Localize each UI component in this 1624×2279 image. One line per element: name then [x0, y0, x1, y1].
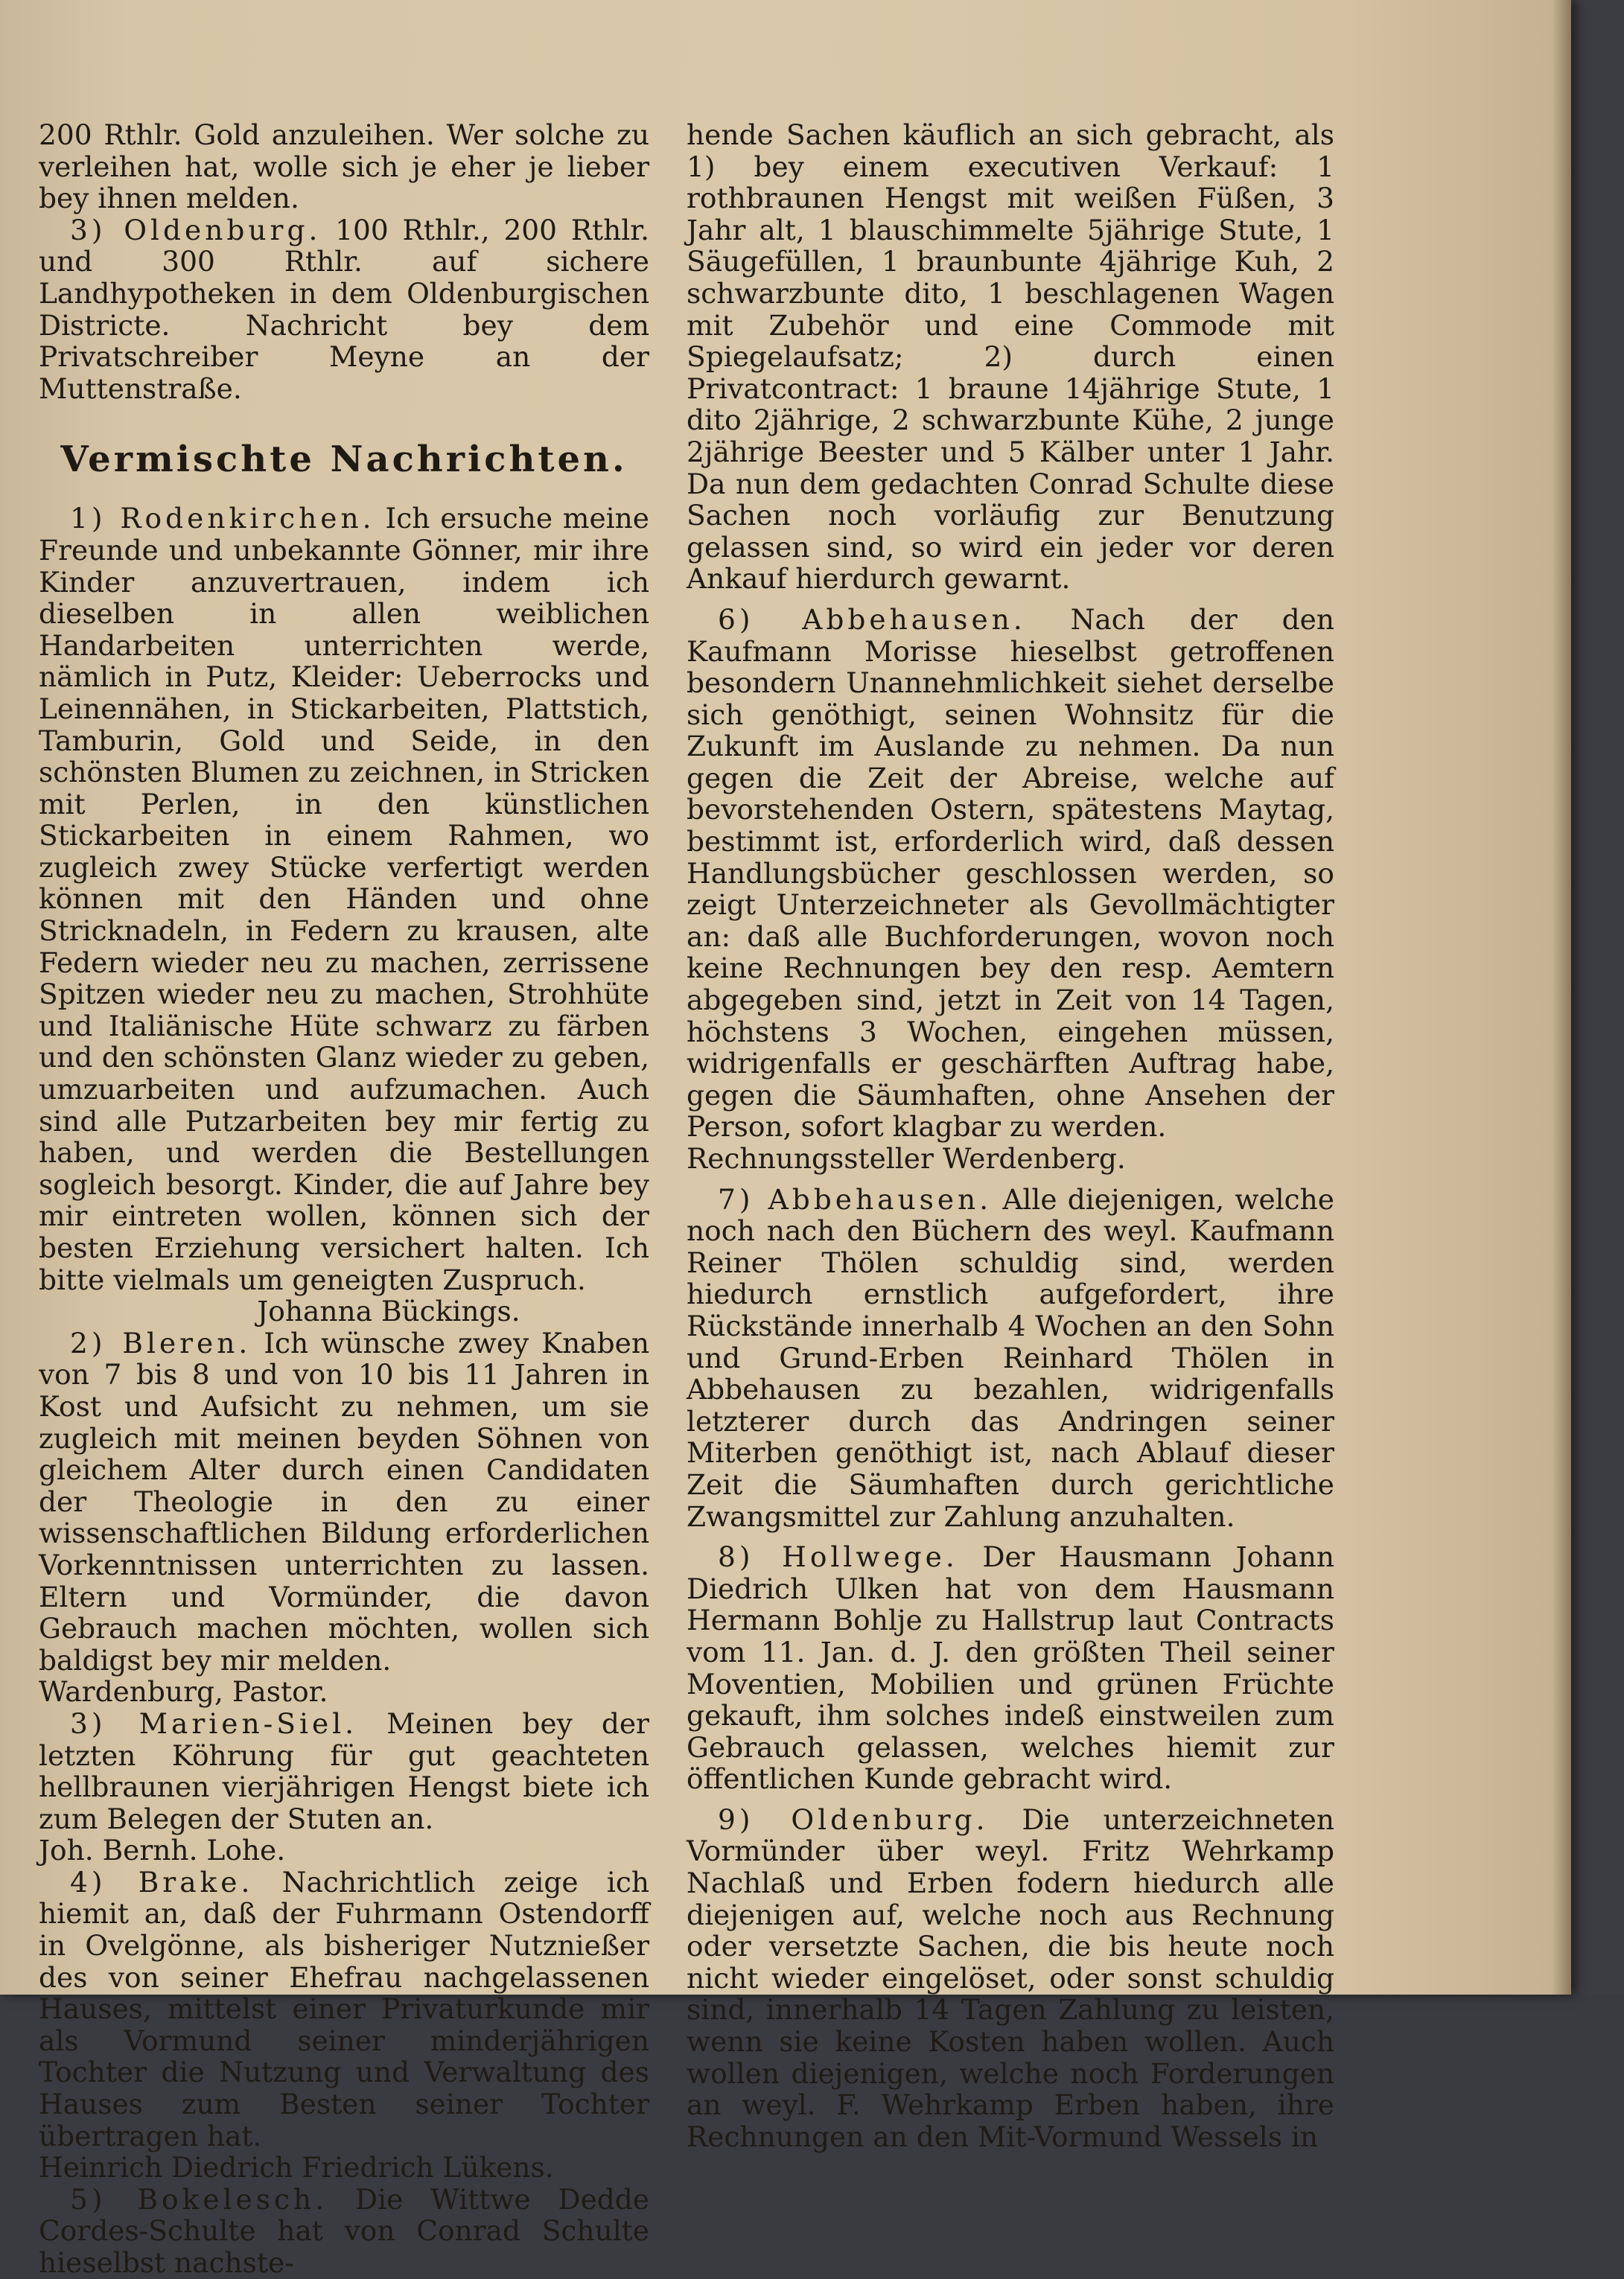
notice-hollwege	[687, 1541, 1334, 1795]
notice-oldenburg-loan	[39, 214, 649, 405]
notice-marien-siel	[39, 1708, 649, 1835]
place-name: 5) Bokelesch.	[70, 2182, 328, 2216]
notice-text: Alle diejenigen, welche noch nach den Büchern des weyl. Kaufmann Reiner Thölen schuldig sind, werden hiedurch ernstlich aufgefordert, ihre Rückstände innerhalb 4 Wochen an den Sohn und Grund-Erben Reinhard Thölen in Abbehausen zu bezahlen, widrigenfalls letzterer durch das Andringen seiner Miterben genöthigt ist, nach Ablauf dieser Zeit die Säumhaften durch gerichtliche Zwangsmittel zur Zahlung anzuhalten.	[687, 1182, 1334, 1533]
notice-text: Ich wünsche zwey Knaben von 7 bis 8 und von 10 bis 11 Jahren in Kost und Aufsicht zu nehmen, um sie zugleich mit meinen beyden Söhnen von gleichem Alter durch einen Candidaten der Theologie in den zu einer wissenschaftlichen Bildung erforderlichen Vorkenntnissen unterrichten zu lassen. Eltern und Vormünder, die davon Gebrauch machen möchten, wollen sich baldigst bey mir melden.	[39, 1326, 650, 1677]
section-heading: Vermischte Nachrichten.	[60, 439, 628, 481]
signature: Rechnungssteller Werdenberg.	[687, 1142, 1126, 1175]
left-column	[39, 119, 649, 2279]
place-name: 8) Hollwege.	[718, 1540, 958, 1574]
notice-text: Meinen bey der letzten Köhrung für gut geachteten hellbraunen vierjährigen Hengst biete ich zum Belegen der Stuten an.	[39, 1706, 649, 1835]
notice-oldenburg-guardians	[687, 1804, 1334, 2153]
notice-text: Die Wittwe Dedde Cordes-Schulte hat von Conrad Schulte hieselbst nachste-	[39, 2182, 649, 2279]
notice-abbehausen-1	[687, 604, 1334, 1143]
notice-continuation: 200 Rthlr. Gold anzuleihen. Wer solche zu verleihen hat, wolle sich je eher je lieber bey ihnen melden.	[39, 118, 649, 215]
place-name: 1) Rodenkirchen.	[70, 502, 375, 535]
notice-text: Nach der den Kaufmann Morisse hieselbst getroffenen besondern Unannehmlichkeit siehet derselbe sich genöthigt, seinen Wohnsitz für die Zukunft im Auslande zu nehmen. Da nun gegen die Zeit der Abreise, welche auf bevorstehenden Ostern, spätestens Maytag, bestimmt ist, erforderlich wird, daß dessen Handlungsbücher geschlossen werden, so zeigt Unterzeichneter als Gevollmächtigter an: daß alle Buchforderungen, wovon noch keine Rechnungen bey den resp. Aemtern abgegeben sind, jetzt in Zeit von 14 Tagen, höchstens 3 Wochen, eingehen müssen, widrigenfalls er geschärften Auftrag habe, gegen die Säumhaften, ohne Ansehen der Person, sofort klagbar zu werden.	[687, 602, 1334, 1144]
notice-abbehausen-2	[687, 1184, 1334, 1533]
signature: Johanna Bückings.	[257, 1295, 520, 1328]
notice-bokelesch	[39, 2184, 649, 2279]
place-name: 2) Bleren.	[70, 1326, 252, 1360]
place-name: 6) Abbehausen.	[718, 602, 1026, 636]
notice-text: Nachrichtlich zeige ich hiemit an, daß der Fuhrmann Ostendorff in Ovelgönne, als bisheriger Nutznießer des von seiner Ehefrau nachgelassenen Hauses, mittelst einer Privaturkunde mir als Vormund seiner minderjährigen Tochter die Nutzung und Verwaltung des Hauses zum Besten seiner Tochter übertragen hat.	[39, 1865, 649, 2152]
signature: Heinrich Diedrich Friedrich Lükens.	[39, 2151, 554, 2184]
notice-bokelesch-continued: hende Sachen käuflich an sich gebracht, als 1) bey einem executiven Verkauf: 1 rothbraunen Hengst mit weißen Füßen, 3 Jahr alt, 1 blauschimmelte 5jährige Stute, 1 Säugefüllen, 1 braunbunte 4jährige Kuh, 2 schwarzbunte dito, 1 beschlagenen Wagen mit Zubehör und eine Commode mit Spiegelaufsatz; 2) durch einen Privatcontract: 1 braune 14jährige Stute, 1 dito 2jährige, 2 schwarzbunte Kühe, 2 junge 2jährige Beester und 5 Kälber unter 1 Jahr. Da nun dem gedachten Conrad Schulte diese Sachen noch vorläufig zur Benutzung gelassen sind, so wird ein jeder vor deren Ankauf hierdurch gewarnt.	[687, 118, 1334, 596]
place-name: 7) Abbehausen.	[718, 1182, 993, 1216]
notice-rodenkirchen	[39, 503, 649, 1295]
notice-text: Die unterzeichneten Vormünder über weyl. Fritz Wehrkamp Nachlaß und Erben fodern hiedurch alle diejenigen auf, welche noch aus Rechnung oder versetzte Sachen, die bis heute noch nicht wieder eingelöset, oder sonst schuldig sind, innerhalb 14 Tagen Zahlung zu leisten, wenn sie keine Kosten haben wollen. Auch wollen diejenigen, welche noch Forderungen an weyl. F. Wehrkamp Erben haben, ihre Rechnungen an den Mit-Vormund Wessels in	[687, 1803, 1334, 2153]
place-name: 4) Brake.	[70, 1865, 254, 1899]
right-column	[687, 119, 1334, 2152]
notice-text: Der Hausmann Johann Diedrich Ulken hat von dem Hausmann Hermann Bohlje zu Hallstrup laut Contracts vom 11. Jan. d. J. den größten Theil seiner Moventien, Mobilien und grünen Früchte gekauft, ihm solches indeß einstweilen zum Gebrauch gelassen, welches hiemit zur öffentlichen Kunde gebracht wird.	[687, 1540, 1335, 1796]
notice-brake	[39, 1867, 649, 2152]
place-name: 3) Oldenburg.	[70, 213, 322, 246]
notice-text: Ich ersuche meine Freunde und unbekannte Gönner, mir ihre Kinder anzuvertrauen, indem ich dieselben in allen weiblichen Handarbeiten unterrichten werde, nämlich in Putz, Kleider: Ueberrocks und Leinennähen, in Stickarbeiten, Plattstich, Tamburin, Gold und Seide, in den schönsten Blumen zu zeichnen, in Stricken mit Perlen, in den künstlichen Stickarbeiten in einem Rahmen, wo zugleich zwey Stücke verfertigt werden können mit den Händen und ohne Stricknadeln, in Federn zu krausen, alte Federn wieder neu zu machen, zerrissene Spitzen wieder neu zu machen, Strohhüte und Italiänische Hüte schwarz zu färben und den schönsten Glanz wieder zu geben, umzuarbeiten und aufzumachen. Auch sind alle Putzarbeiten bey mir fertig zu haben, und werden die Bestellungen sogleich besorgt. Kinder, die auf Jahre bey mir eintreten wollen, können sich der besten Erziehung versichert halten. Ich bitte vielmals um geneigten Zuspruch.	[39, 502, 649, 1296]
place-name: 3) Marien-Siel.	[70, 1706, 358, 1740]
notice-text: 100 Rthlr., 200 Rthlr. und 300 Rthlr. auf sichere Landhypotheken in dem Oldenburgischen Districte. Nachricht bey dem Privatschreiber Meyne an der Muttenstraße.	[39, 213, 649, 405]
place-name: 9) Oldenburg.	[718, 1803, 989, 1836]
notice-bleren	[39, 1327, 649, 1677]
signature: Wardenburg, Pastor.	[39, 1675, 328, 1709]
signature: Joh. Bernh. Lohe.	[39, 1834, 286, 1867]
